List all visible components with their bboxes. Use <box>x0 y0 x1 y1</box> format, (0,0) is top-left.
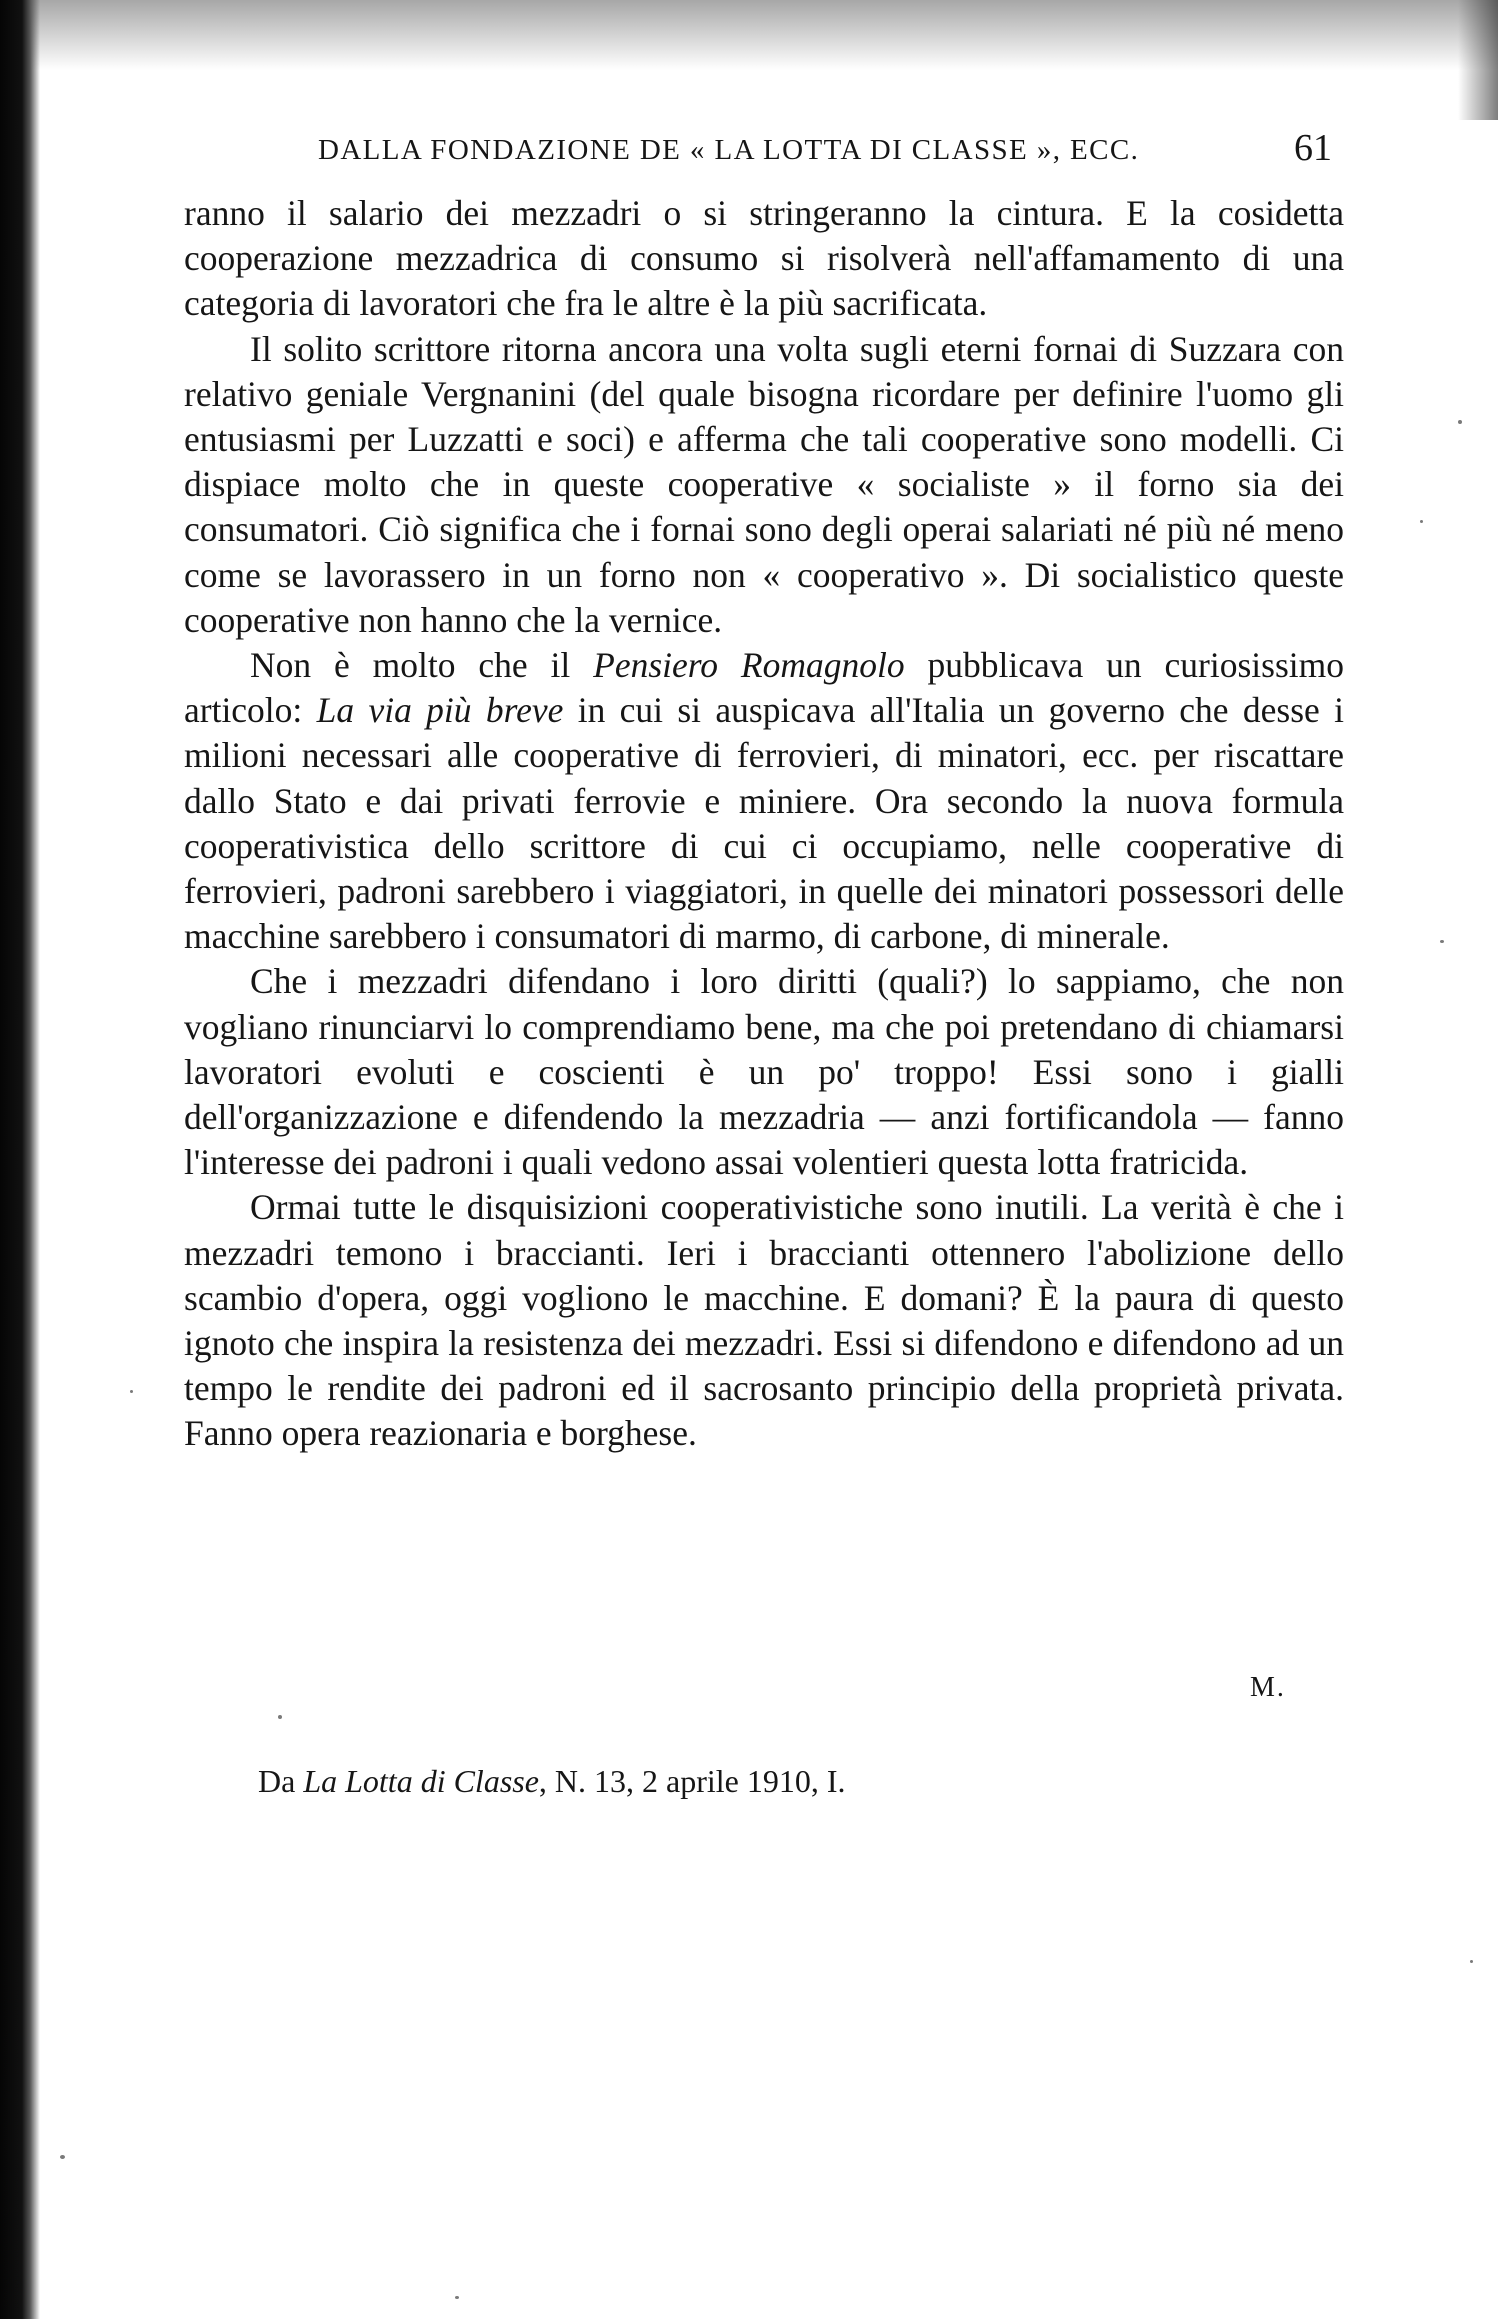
page-header <box>318 126 1332 176</box>
scan-corner-shadow <box>1458 0 1498 120</box>
source-citation <box>258 1763 846 1800</box>
scan-speck <box>1458 420 1462 424</box>
source-publication: La Lotta di Classe <box>303 1763 539 1799</box>
scan-speck <box>60 2155 65 2159</box>
article-title: La via più breve <box>316 690 564 731</box>
body-text <box>184 191 1344 1457</box>
paragraph-1: ranno il salario dei mezzadri o si stringeranno la cintura. E la cosidetta cooperazione mezzadrica di consumo si risolverà nell'affamamento di una categoria di lavoratori che fra le altre è la più sacrificata. <box>184 193 1344 324</box>
paragraph-3-part-c: in cui si auspicava all'Italia un governo che desse i milioni necessari alle cooperative di ferrovieri, di minatori, ecc. per riscattare dallo Stato e dai privati ferrovie e miniere. Ora secondo la nuova formula cooperativistica dello scrittore di cui ci occupiamo, nelle cooperative di ferrovieri, padroni sarebbero i viaggiatori, in quelle dei minatori possessori delle macchine sarebbero i consumatori di marmo, di carbone, di minerale. <box>184 690 1344 957</box>
scan-speck <box>1440 940 1444 943</box>
scan-speck <box>455 2296 459 2299</box>
newspaper-title: Pensiero Romagnolo <box>593 645 905 686</box>
paragraph-3-part-b: pubblicava un curiosissimo articolo: <box>184 645 1344 731</box>
scan-speck <box>1470 1960 1473 1963</box>
paragraph-3-part-a: Non è molto che il <box>250 645 594 686</box>
scan-speck <box>1420 520 1423 523</box>
running-head: DALLA FONDAZIONE DE « LA LOTTA DI CLASSE », ECC. <box>318 134 1140 166</box>
scan-top-shadow <box>0 0 1498 70</box>
page-number: 61 <box>1294 127 1332 169</box>
paragraph-4: Che i mezzadri difendano i loro diritti (quali?) lo sappiamo, che non vogliano rinunciarvi lo comprendiamo bene, ma che poi pretendano di chiamarsi lavoratori evoluti e coscienti è un po' troppo! Essi sono i gialli dell'organizzazione e difendendo la mezzadria — anzi fortificandola — fanno l'interesse dei padroni i quali vedono assai volentieri questa lotta fratricida. <box>184 961 1344 1183</box>
author-signature: M. <box>1250 1672 1286 1703</box>
scan-speck <box>278 1715 282 1719</box>
scan-binding-edge <box>0 0 40 2319</box>
paragraph-2: Il solito scrittore ritorna ancora una volta sugli eterni fornai di Suzzara con relativo geniale Vergnanini (del quale bisogna ricordare per definire l'uomo gli entusiasmi per Luzzatti e soci) e afferma che tali cooperative sono modelli. Ci dispiace molto che in queste cooperative « socialiste » il forno sia dei consumatori. Ciò significa che i fornai sono degli operai salariati né più né meno come se lavorassero in un forno non « cooperativo ». Di socialistico queste cooperative non hanno che la vernice. <box>184 328 1344 640</box>
source-prefix: Da <box>258 1763 304 1799</box>
source-suffix: , N. 13, 2 aprile 1910, I. <box>538 1763 846 1799</box>
scan-speck <box>130 1390 133 1393</box>
paragraph-5: Ormai tutte le disquisizioni cooperativistiche sono inutili. La verità è che i mezzadri temono i braccianti. Ieri i braccianti ottennero l'abolizione dello scambio d'opera, oggi vogliono le macchine. E domani? È la paura di questo ignoto che inspira la resistenza dei mezzadri. Essi si difendono e difendono ad un tempo le rendite dei padroni ed il sacrosanto principio della proprietà privata. Fanno opera reazionaria e borghese. <box>184 1187 1344 1454</box>
paragraph-3 <box>184 643 1344 959</box>
